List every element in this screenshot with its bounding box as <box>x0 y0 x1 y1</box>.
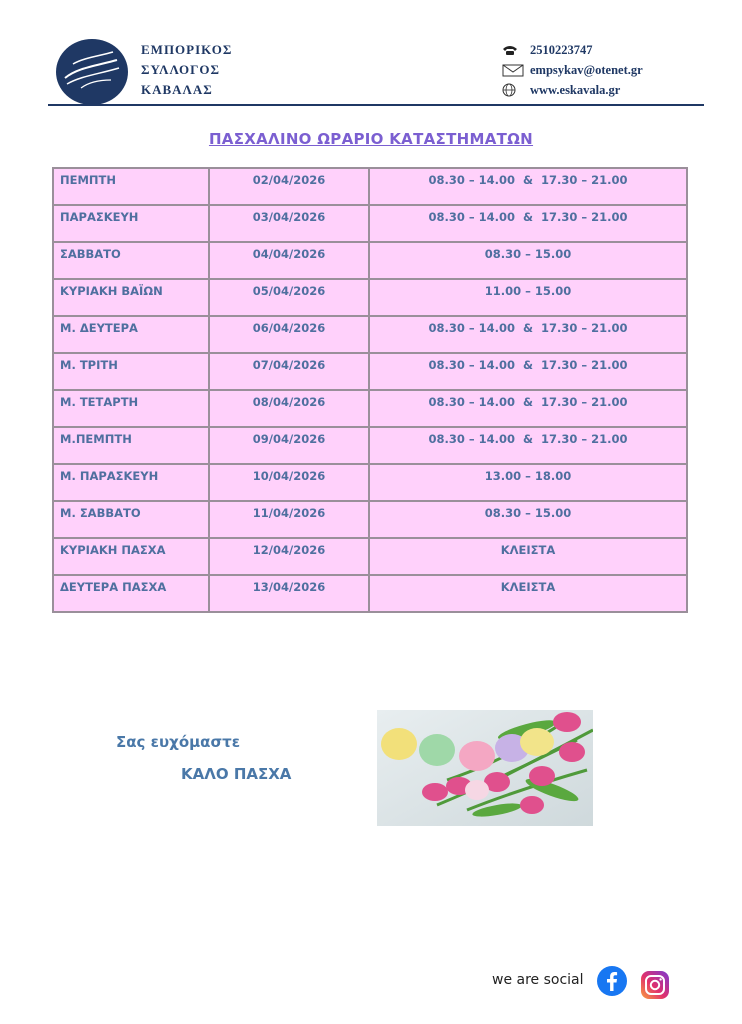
hours-cell <box>369 242 687 279</box>
org-line: ΚΑΒΑΛΑΣ <box>141 82 213 97</box>
hours-cell-text: ΚΛΕΙΣΤΑ <box>500 543 556 557</box>
date-cell-text: 13/04/2026 <box>252 580 326 594</box>
hours-cell-text: 08.30 – 15.00 <box>484 247 572 261</box>
contact-email <box>502 60 643 80</box>
day-cell <box>53 575 209 612</box>
day-cell-text: Μ. ΤΕΤΑΡΤΗ <box>60 395 139 409</box>
day-cell <box>53 390 209 427</box>
hours-cell-text: 08.30 – 14.00 & 17.30 – 21.00 <box>428 321 628 335</box>
email-address[interactable]: empsykav@otenet.gr <box>530 63 643 77</box>
date-cell-text: 06/04/2026 <box>252 321 326 335</box>
day-cell-text: Μ. ΣΑΒΒΑΤΟ <box>60 506 141 520</box>
day-cell <box>53 242 209 279</box>
day-cell <box>53 501 209 538</box>
hours-cell-text: 08.30 – 14.00 & 17.30 – 21.00 <box>428 173 628 187</box>
greeting-line-1: Σας ευχόμαστε <box>116 733 241 751</box>
contact-website <box>502 80 643 100</box>
hours-cell <box>369 205 687 242</box>
day-cell <box>53 464 209 501</box>
schedule-row <box>53 538 687 575</box>
date-cell-text: 08/04/2026 <box>252 395 326 409</box>
hours-cell <box>369 538 687 575</box>
schedule-row <box>53 205 687 242</box>
date-cell <box>209 316 369 353</box>
hours-cell <box>369 390 687 427</box>
schedule-row <box>53 390 687 427</box>
day-cell-text: Μ.ΠΕΜΠΤΗ <box>60 432 132 446</box>
header-divider <box>48 104 704 106</box>
date-cell <box>209 501 369 538</box>
contact-block <box>502 40 643 100</box>
schedule-row <box>53 316 687 353</box>
org-line: ΕΜΠΟΡΙΚΟΣ <box>141 42 233 57</box>
day-cell <box>53 168 209 205</box>
date-cell <box>209 538 369 575</box>
hours-cell <box>369 501 687 538</box>
date-cell-text: 04/04/2026 <box>252 247 326 261</box>
day-cell <box>53 279 209 316</box>
hours-cell-text: 08.30 – 14.00 & 17.30 – 21.00 <box>428 210 628 224</box>
page-title: ΠΑΣΧΑΛΙΝΟ ΩΡΑΡΙΟ ΚΑΤΑΣΤΗΜΑΤΩΝ <box>208 130 534 148</box>
date-cell <box>209 242 369 279</box>
social-label: we are social <box>492 972 584 988</box>
date-cell-text: 10/04/2026 <box>252 469 326 483</box>
hours-cell-text: 08.30 – 14.00 & 17.30 – 21.00 <box>428 358 628 372</box>
schedule-table <box>52 167 688 613</box>
day-cell-text: Μ. ΤΡΙΤΗ <box>60 358 118 372</box>
date-cell <box>209 575 369 612</box>
schedule-row <box>53 353 687 390</box>
hours-cell-text: 08.30 – 15.00 <box>484 506 572 520</box>
schedule-row <box>53 464 687 501</box>
hours-cell-text: 08.30 – 14.00 & 17.30 – 21.00 <box>428 432 628 446</box>
date-cell-text: 05/04/2026 <box>252 284 326 298</box>
hours-cell-text: 08.30 – 14.00 & 17.30 – 21.00 <box>428 395 628 409</box>
schedule-row <box>53 168 687 205</box>
day-cell-text: ΣΑΒΒΑΤΟ <box>60 247 121 261</box>
facebook-icon[interactable] <box>596 965 628 997</box>
website-link[interactable]: www.eskavala.gr <box>530 83 621 97</box>
org-line: ΣΥΛΛΟΓΟΣ <box>141 62 221 77</box>
date-cell <box>209 353 369 390</box>
day-cell-text: ΚΥΡΙΑΚΗ ΠΑΣΧΑ <box>60 543 166 557</box>
schedule-row <box>53 242 687 279</box>
phone-number[interactable]: 2510223747 <box>530 43 593 57</box>
day-cell-text: ΔΕΥΤΕΡΑ ΠΑΣΧΑ <box>60 580 167 594</box>
phone-icon <box>502 44 530 56</box>
date-cell-text: 09/04/2026 <box>252 432 326 446</box>
instagram-icon[interactable] <box>640 970 670 1000</box>
hours-cell <box>369 168 687 205</box>
date-cell <box>209 279 369 316</box>
day-cell-text: Μ. ΠΑΡΑΣΚΕΥΗ <box>60 469 159 483</box>
schedule-row <box>53 279 687 316</box>
day-cell-text: Μ. ΔΕΥΤΕΡΑ <box>60 321 138 335</box>
day-cell-text: ΠΕΜΠΤΗ <box>60 173 117 187</box>
date-cell-text: 07/04/2026 <box>252 358 326 372</box>
easter-eggs-tulips-image <box>377 710 593 826</box>
greeting-line-2: ΚΑΛΟ ΠΑΣΧΑ <box>181 765 292 783</box>
date-cell <box>209 168 369 205</box>
hours-cell <box>369 316 687 353</box>
day-cell <box>53 538 209 575</box>
hours-cell-text: ΚΛΕΙΣΤΑ <box>500 580 556 594</box>
org-name <box>141 40 232 100</box>
date-cell-text: 03/04/2026 <box>252 210 326 224</box>
email-icon <box>502 63 530 77</box>
globe-icon <box>502 83 530 97</box>
hours-cell <box>369 427 687 464</box>
date-cell-text: 02/04/2026 <box>252 173 326 187</box>
hours-cell-text: 13.00 – 18.00 <box>484 469 572 483</box>
date-cell <box>209 427 369 464</box>
day-cell <box>53 316 209 353</box>
date-cell <box>209 205 369 242</box>
hours-cell-text: 11.00 – 15.00 <box>484 284 572 298</box>
contact-phone <box>502 40 643 60</box>
schedule-row <box>53 575 687 612</box>
hours-cell <box>369 353 687 390</box>
day-cell <box>53 205 209 242</box>
date-cell-text: 12/04/2026 <box>252 543 326 557</box>
day-cell <box>53 353 209 390</box>
hours-cell <box>369 575 687 612</box>
day-cell-text: ΚΥΡΙΑΚΗ ΒΑΪΩΝ <box>60 284 163 298</box>
hours-cell <box>369 464 687 501</box>
schedule-row <box>53 427 687 464</box>
date-cell <box>209 390 369 427</box>
association-logo <box>55 38 129 106</box>
day-cell <box>53 427 209 464</box>
schedule-row <box>53 501 687 538</box>
hours-cell <box>369 279 687 316</box>
date-cell-text: 11/04/2026 <box>252 506 326 520</box>
date-cell <box>209 464 369 501</box>
day-cell-text: ΠΑΡΑΣΚΕΥΗ <box>60 210 139 224</box>
